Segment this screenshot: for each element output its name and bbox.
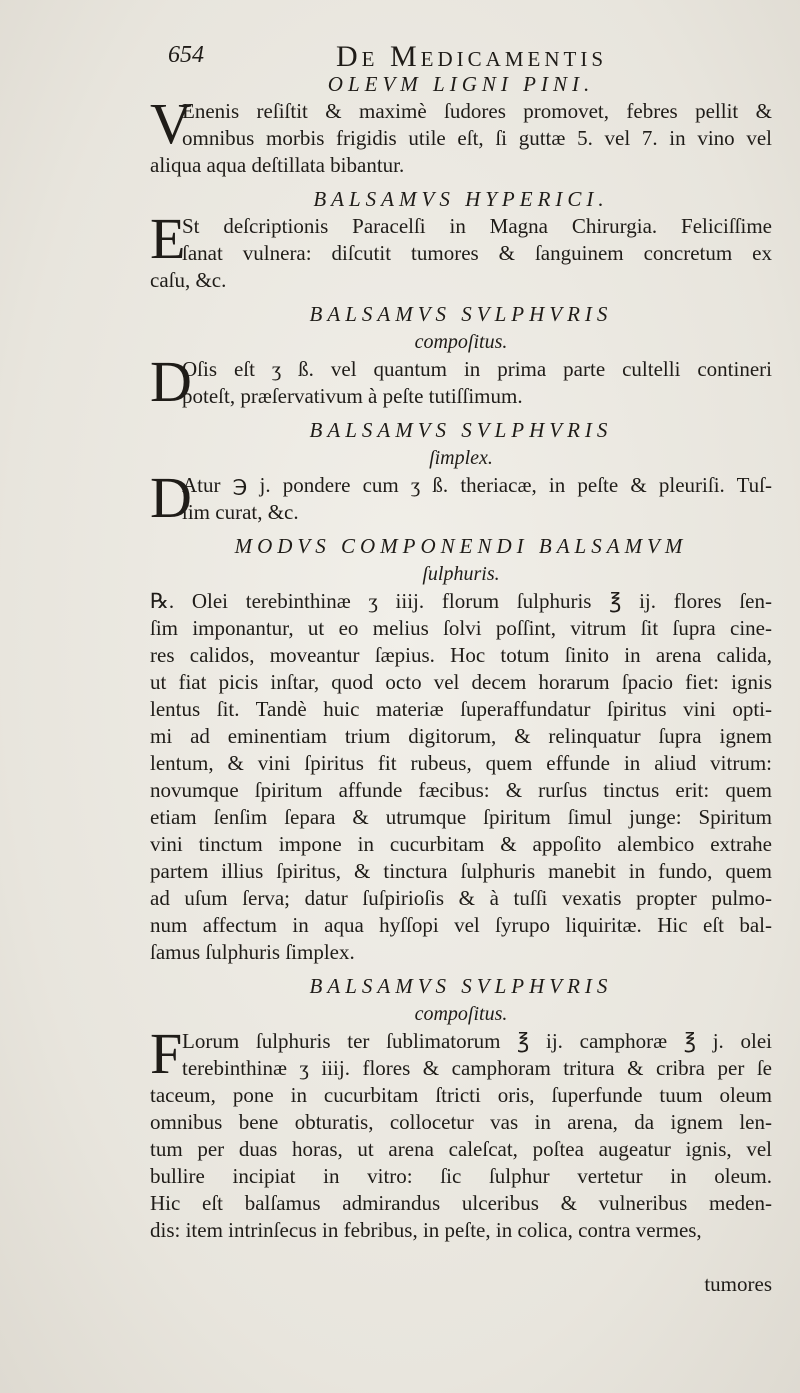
text-line: etiam ſenſim ſepara & utrumque ſpiritum ſimul junge: Spiritum <box>150 805 772 829</box>
text-line: novumque ſpiritum affunde fæcibus: & rurſus tinctus erit: quem <box>150 778 772 802</box>
text-line: ad uſum ſerva; datur ſuſpirioſis & à tuſſi vexatis propter pulmo- <box>150 886 772 910</box>
section-5 <box>150 532 772 966</box>
drop-cap-block <box>150 465 772 530</box>
text-line: num affectum in aqua hyſſopi vel ſyrupo liquiritæ. Hic eſt bal- <box>150 913 772 937</box>
section-6 <box>150 972 772 1244</box>
text-line: bullire incipiat in vitro: ſic ſulphur vertetur in oleum. <box>150 1164 772 1188</box>
section-paragraph <box>150 206 772 294</box>
drop-cap-initial: D <box>150 349 192 414</box>
drop-cap-lines <box>182 356 772 410</box>
text-line: St deſcriptionis Paracelſi in Magna Chirurgia. Feliciſſime <box>182 214 772 238</box>
text-line: Enenis reſiſtit & maximè ſudores promovet, febres pellit & <box>182 99 772 123</box>
section-paragraph <box>150 91 772 179</box>
section-subtitle: ſulphuris. <box>422 563 500 585</box>
text-line: aliqua aqua deſtillata bibantur. <box>150 153 405 177</box>
section-title: BALSAMVS SVLPHVRIS <box>309 302 613 326</box>
drop-cap-block <box>150 349 772 414</box>
section-paragraph <box>150 588 772 966</box>
section-title: BALSAMVS SVLPHVRIS <box>309 974 613 998</box>
page-number: 654 <box>168 42 204 68</box>
drop-cap-block <box>150 1021 772 1086</box>
text-line: Atur ℈ j. pondere cum ʒ ß. theriacæ, in peſte & pleuriſi. Tuſ- <box>182 473 772 497</box>
section-title: MODVS COMPONENDI BALSAMVM <box>234 534 688 558</box>
section-3 <box>150 300 772 414</box>
section-paragraph <box>150 349 772 414</box>
section-4 <box>150 416 772 530</box>
text-line: ſim curat, &c. <box>182 500 299 524</box>
text-line: tum per duas horas, ut arena caleſcat, poſtea augeatur ignis, vel <box>150 1137 772 1161</box>
catchword: tumores <box>704 1272 772 1296</box>
text-line: dis: item intrinſecus in febribus, in peſte, in colica, contra vermes, <box>150 1218 702 1242</box>
text-line: ſamus ſulphuris ſimplex. <box>150 940 355 964</box>
section-1 <box>150 70 772 179</box>
section-subtitle: ſimplex. <box>429 447 493 469</box>
text-line: res calidos, moveantur ſæpius. Hoc totum ſinito in arena calida, <box>150 643 772 667</box>
section-title: BALSAMVS SVLPHVRIS <box>309 418 613 442</box>
spacer <box>150 1244 772 1250</box>
drop-cap-initial: E <box>150 206 186 271</box>
section-paragraph <box>150 1021 772 1244</box>
text-line: caſu, &c. <box>150 268 227 292</box>
text-line: lentum, & vini ſpiritus fit rubeus, quem effunde in aliud vitrum: <box>150 751 772 775</box>
text-line: poteſt, præſervativum à peſte tutiſſimum. <box>182 384 523 408</box>
text-line: lentus ſit. Tandè huic materiæ ſuperaffundatur ſpiritus vini opti- <box>150 697 772 721</box>
drop-cap-initial: F <box>150 1021 183 1086</box>
drop-cap-initial: V <box>150 91 192 156</box>
drop-cap-lines <box>182 472 772 526</box>
text-line: Lorum ſulphuris ter ſublimatorum ℥ ij. camphoræ ℥ j. olei <box>182 1029 772 1053</box>
text-line: mi ad eminentiam trium digitorum, & relinquatur ſupra ignem <box>150 724 772 748</box>
text-line: Oſis eſt ʒ ß. vel quantum in prima parte cultelli contineri <box>182 357 772 381</box>
drop-cap-block <box>150 206 772 271</box>
text-line: ſim imponantur, ut eo melius ſolvi poſſint, vitrum ſit ſupra cine- <box>150 616 772 640</box>
text-line: terebinthinæ ʒ iiij. flores & camphoram tritura & cribra per ſe <box>182 1056 772 1080</box>
section-paragraph <box>150 465 772 530</box>
text-line: ℞. Olei terebinthinæ ʒ iiij. florum ſulphuris ℥ ij. flores ſen- <box>150 589 772 613</box>
section-2 <box>150 185 772 294</box>
drop-cap-initial: D <box>150 465 192 530</box>
text-line: vini tinctum impone in cucurbitam & appoſito alembico extrahe <box>150 832 772 856</box>
section-title: BALSAMVS HYPERICI. <box>313 187 609 211</box>
text-line: partem illius ſpiritus, & tinctura ſulphuris manebit in fundo, quem <box>150 859 772 883</box>
drop-cap-lines <box>182 98 772 152</box>
section-subtitle: compoſitus. <box>414 331 508 353</box>
section-title: OLEVM LIGNI PINI. <box>327 72 595 96</box>
text-line: Hic eſt balſamus admirandus ulceribus & vulneribus meden- <box>150 1191 772 1215</box>
text-line: ſanat vulnera: diſcutit tumores & ſanguinem concretum ex <box>182 241 772 265</box>
section-subtitle: compoſitus. <box>414 1003 508 1025</box>
text-line: taceum, pone in cucurbitam ſtricti oris, ſuperfunde tuum oleum <box>150 1083 772 1107</box>
text-line: ut fiat picis inſtar, quod octo vel decem horarum ſpacio fiet: ignis <box>150 670 772 694</box>
running-title: De Medicamentis <box>336 40 607 73</box>
text-line: omnibus bene obturatis, collocetur vas in arena, da ignem len- <box>150 1110 772 1134</box>
page-body <box>150 70 772 1250</box>
drop-cap-lines <box>182 213 772 267</box>
drop-cap-lines <box>182 1028 772 1082</box>
text-line: omnibus morbis frigidis utile eſt, ſi guttæ 5. vel 7. in vino vel <box>182 126 772 150</box>
drop-cap-block <box>150 91 772 156</box>
